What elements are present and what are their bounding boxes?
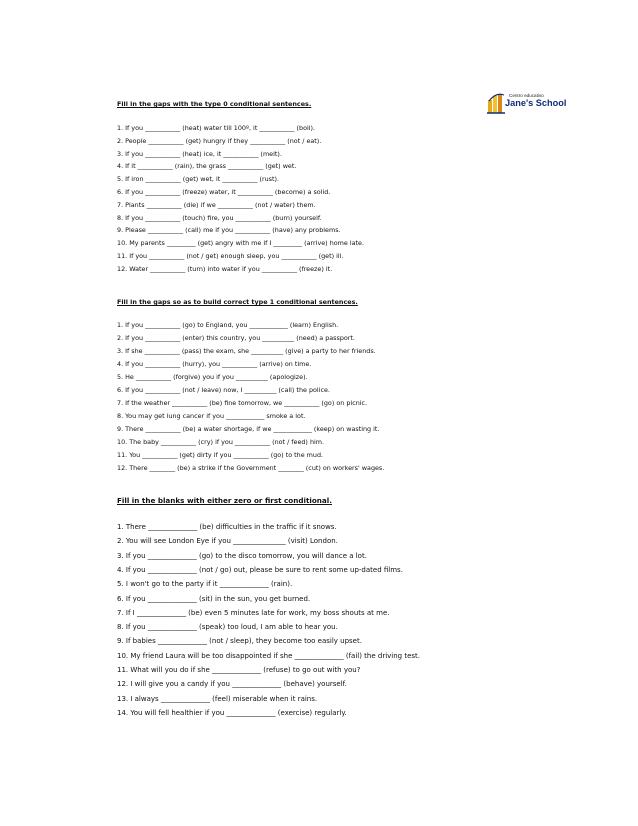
exercise-item: 3. If she ___________ (pass) the exam, she __________ (give) a party to her friends.	[117, 347, 376, 355]
section-2-title: Fill in the gaps so as to build correct type 1 conditional sentences.	[117, 298, 358, 306]
exercise-item: 5. He ___________ (forgive) you if you __________ (apologize).	[117, 373, 308, 381]
exercise-item: 7. If the weather ___________ (be) fine tomorrow, we ___________ (go) on picnic.	[117, 399, 368, 407]
exercise-item: 4. If you ______________ (not / go) out, please be sure to rent some up-dated films.	[117, 565, 403, 574]
exercise-item: 7. Plants ___________ (die) if we ___________ (not / water) them.	[117, 200, 316, 209]
worksheet-header	[117, 92, 567, 116]
exercise-item: 10. The baby ___________ (cry) if you ___________ (not / feed) him.	[117, 438, 325, 446]
school-logo	[487, 92, 567, 114]
exercise-item: 10. My parents _________ (get) angry with me if I _________ (arrive) home late.	[117, 239, 365, 248]
exercise-item: 5. If iron ___________ (get) wet, it ___________ (rust).	[117, 175, 279, 184]
exercise-item: 4. If you ___________ (hurry), you ___________ (arrive) on time.	[117, 360, 312, 368]
exercise-item: 8. You may get lung cancer if you ____________ smoke a lot.	[117, 412, 306, 420]
exercise-item: 6. If you ___________ (freeze) water, it ___________ (become) a solid.	[117, 188, 331, 196]
exercise-item: 9. There ___________ (be) a water shortage, if we ____________ (keep) on wasting it.	[117, 425, 380, 433]
exercise-item: 13. I always ______________ (feel) miserable when it rains.	[117, 694, 318, 703]
exercise-item: 3. If you ______________ (go) to the disco tomorrow, you will dance a lot.	[117, 551, 367, 560]
exercise-item: 6. If you ___________ (not / leave) now, I __________ (call) the police.	[117, 386, 330, 394]
exercise-item: 11. If you ___________ (not / get) enough sleep, you ___________ (get) ill.	[117, 252, 344, 260]
exercise-item: 1. There ______________ (be) difficulties in the traffic if it snows.	[117, 523, 337, 531]
exercise-item: 14. You will fell healthier if you ______________ (exercise) regularly.	[117, 708, 347, 717]
exercise-item: 11. You ___________ (get) dirty if you ___________ (go) to the mud.	[117, 451, 324, 459]
exercise-item: 12. I will give you a candy if you ______________ (behave) yourself.	[117, 680, 347, 689]
section-1-title: Fill in the gaps with the type 0 conditional sentences.	[117, 100, 312, 108]
exercise-item: 3. If you ___________ (heat) ice, it ___________ (melt).	[117, 149, 282, 158]
exercise-item: 6. If you ______________ (sit) in the sun, you get burned.	[117, 594, 311, 603]
exercise-item: 2. If you ___________ (enter) this country, you __________ (need) a passport.	[117, 334, 355, 342]
exercise-item: 12. Water ___________ (turn) into water if you ___________ (freeze) it.	[117, 264, 333, 273]
logo-school-name: Jane's School	[505, 98, 567, 108]
exercise-item: 8. If you ______________ (speak) too loud, I am able to hear you.	[117, 623, 338, 632]
exercise-item: 11. What will you do if she ______________ (refuse) to go out with you?	[117, 666, 361, 674]
section-3-title: Fill in the blanks with either zero or first conditional.	[117, 496, 332, 505]
exercise-item: 1. If you ___________ (go) to England, you ____________ (learn) English.	[117, 321, 339, 329]
exercise-item: 2. People ___________ (get) hungry if they ___________ (not / eat).	[117, 136, 322, 145]
exercise-item: 7. If I ______________ (be) even 5 minutes late for work, my boss shouts at me.	[117, 608, 390, 617]
exercise-item: 2. You will see London Eye if you _______________ (visit) London.	[117, 537, 338, 546]
exercise-item: 8. If you ___________ (touch) fire, you ___________ (burn) yourself.	[117, 213, 322, 222]
exercise-item: 9. Please ___________ (call) me if you ___________ (have) any problems.	[117, 226, 341, 235]
exercise-item: 5. I won't go to the party if it ______________ (rain).	[117, 580, 293, 589]
exercise-item: 1. If you ___________ (heat) water till 100º, it ___________ (boil).	[117, 124, 316, 132]
logo-small-text: Centro educativo	[509, 93, 544, 98]
exercise-item: 12. There ________ (be) a strike if the Government ________ (cut) on workers' wages.	[117, 464, 385, 472]
exercise-item: 10. My friend Laura will be too disappointed if she ______________ (fail) the driving test.	[117, 651, 421, 660]
exercise-item: 9. If babies ______________ (not / sleep), they become too easily upset.	[117, 637, 362, 646]
exercise-item: 4. If it ___________ (rain), the grass ___________ (get) wet.	[117, 162, 297, 171]
